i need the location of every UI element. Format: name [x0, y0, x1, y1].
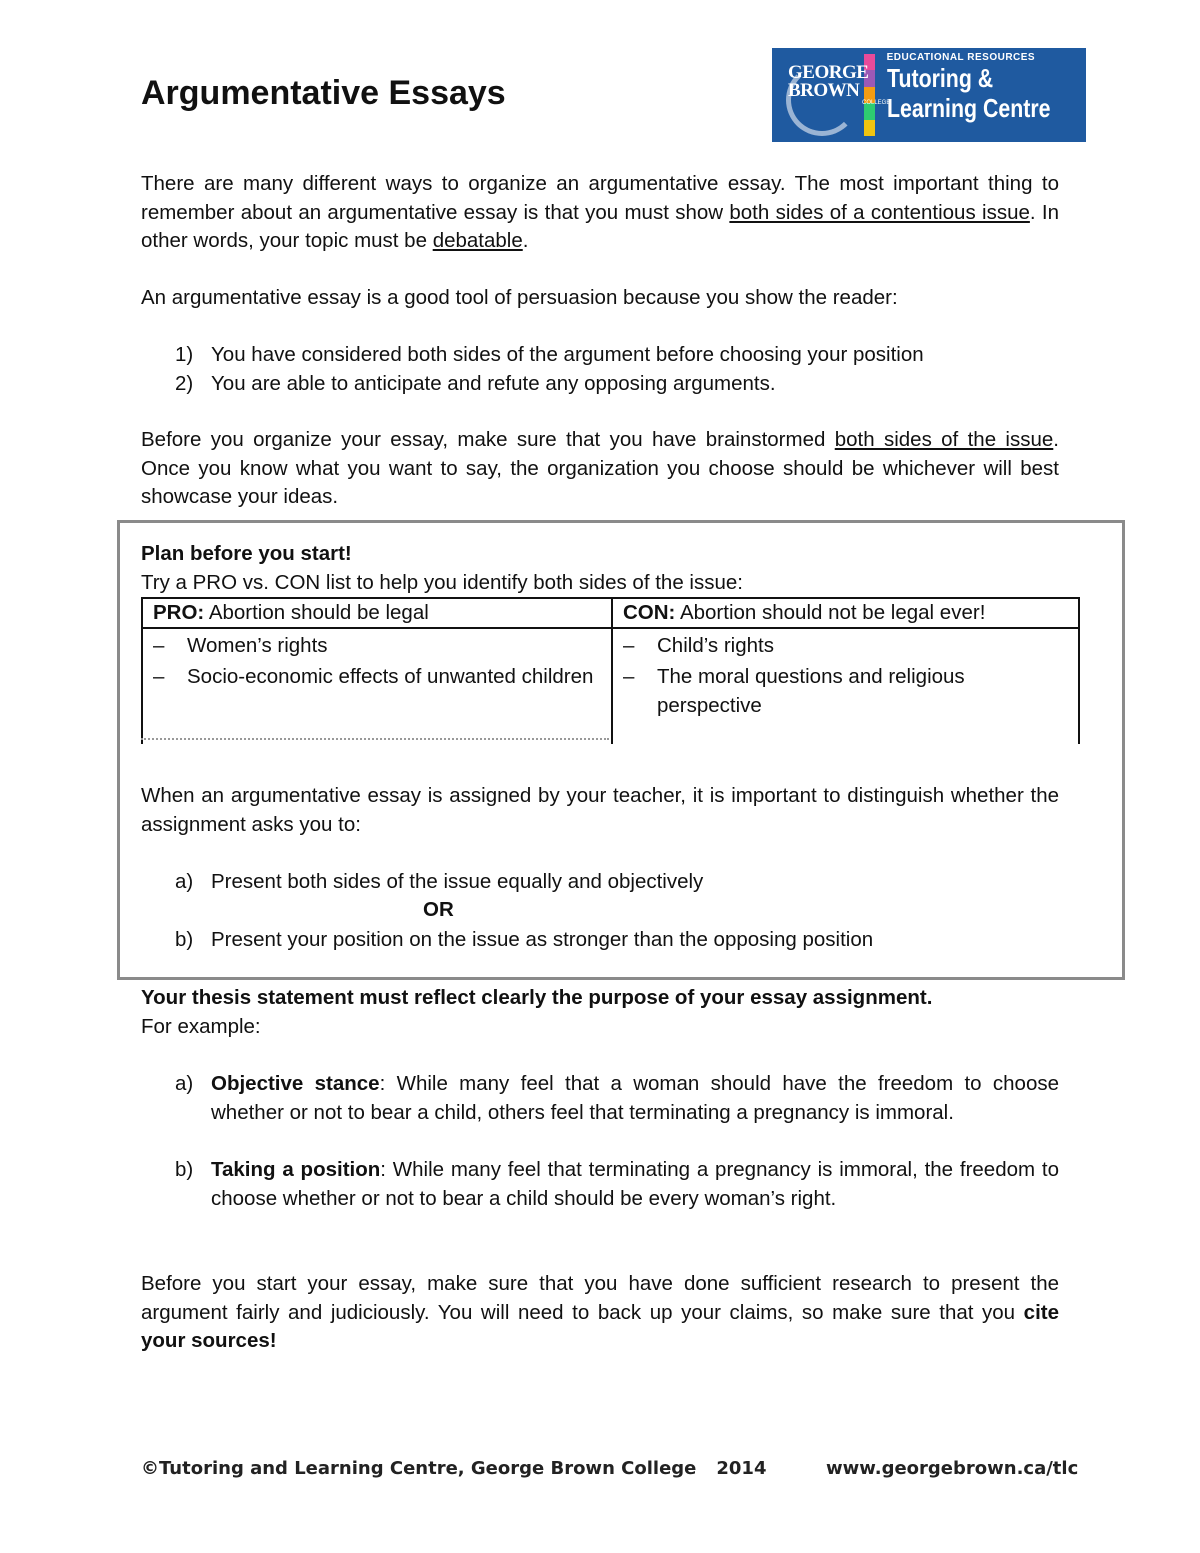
closing-paragraph: Before you start your essay, make sure that you have done sufficient research to present the argument fairly and judiciously. You will need to back up your claims, so make sure that you cite your sources! [141, 1272, 1059, 1352]
george-brown-logo [772, 48, 1086, 142]
page-title: Argumentative Essays [141, 74, 506, 112]
thesis-heading: Your thesis statement must reflect clearly the purpose of your essay assignment. For example: [141, 984, 1059, 1041]
logo-name: GEORGE BROWN [788, 62, 869, 101]
or-divider: OR [423, 898, 454, 921]
list-item: 1) You have considered both sides of the argument before choosing your position [175, 343, 924, 366]
list-item: b) Taking a position: While many feel that terminating a pregnancy is immoral, the freedom to choose whether or not to bear a child should be every woman’s right. [175, 1158, 1059, 1210]
logo-title: Tutoring & Learning Centre [886, 63, 1051, 123]
list-item: – Women’s rights [153, 634, 328, 657]
con-header: CON: Abortion should not be legal ever! [612, 598, 1079, 628]
list-item: – Child’s rights [623, 634, 774, 657]
logo-college: COLLEGE [862, 100, 891, 106]
footer-year: 2014 [716, 1458, 767, 1479]
options-list [175, 868, 873, 954]
persuasion-lead: An argumentative essay is a good tool of persuasion because you show the reader: [141, 286, 898, 309]
list-item: b) Present your position on the issue as stronger than the opposing position [175, 927, 874, 951]
underlined-phrase: debatable [432, 229, 523, 252]
list-item: a) Present both sides of the issue equally and objectively [175, 870, 704, 893]
list-item: – Socio-economic effects of unwanted children [153, 665, 594, 688]
underlined-phrase: both sides of the issue [834, 428, 1054, 451]
logo-tagline: EDUCATIONAL RESOURCES [886, 52, 1036, 63]
thesis-examples [175, 1070, 1059, 1213]
list-item: a) Objective stance: While many feel that a woman should have the freedom to choose whether or not to bear a child, others feel that terminating a pregnancy is immoral. [175, 1072, 1059, 1124]
intro-paragraph: There are many different ways to organize an argumentative essay. The most important thing to remember about an argumentative essay is that you must show both sides of a contentious issue. In other words, your topic must be debatable. [141, 172, 1059, 252]
pro-list [142, 628, 612, 744]
list-item: 2) You are able to anticipate and refute any opposing arguments. [175, 371, 776, 395]
footer-url[interactable]: www.georgebrown.ca/tlc [826, 1458, 1079, 1479]
pro-header: PRO: Abortion should be legal [142, 598, 612, 628]
logo-color-bar [864, 120, 874, 136]
pro-con-table [141, 597, 1080, 744]
for-example-label: For example: [141, 1014, 261, 1038]
plan-subheading: Try a PRO vs. CON list to help you identify both sides of the issue: [141, 570, 743, 594]
reasons-list [175, 341, 924, 398]
con-list [612, 628, 1079, 744]
footer-copyright: ©Tutoring and Learning Centre, George Brown College 2014 [141, 1458, 767, 1479]
assigned-paragraph: When an argumentative essay is assigned by your teacher, it is important to distinguish whether the assignment asks you to: [141, 784, 1059, 836]
underlined-phrase: both sides of a contentious issue [729, 200, 1030, 224]
torn-edge [141, 738, 609, 750]
organize-paragraph: Before you organize your essay, make sure that you have brainstormed both sides of the issue. Once you know what you want to say, the organization you choose should be whichever will best showcase your ideas. [141, 428, 1059, 508]
list-item: – The moral questions and religious perspective [623, 665, 965, 717]
plan-heading: Plan before you start! Try a PRO vs. CON list to help you identify both sides of the issue: [141, 540, 1059, 597]
